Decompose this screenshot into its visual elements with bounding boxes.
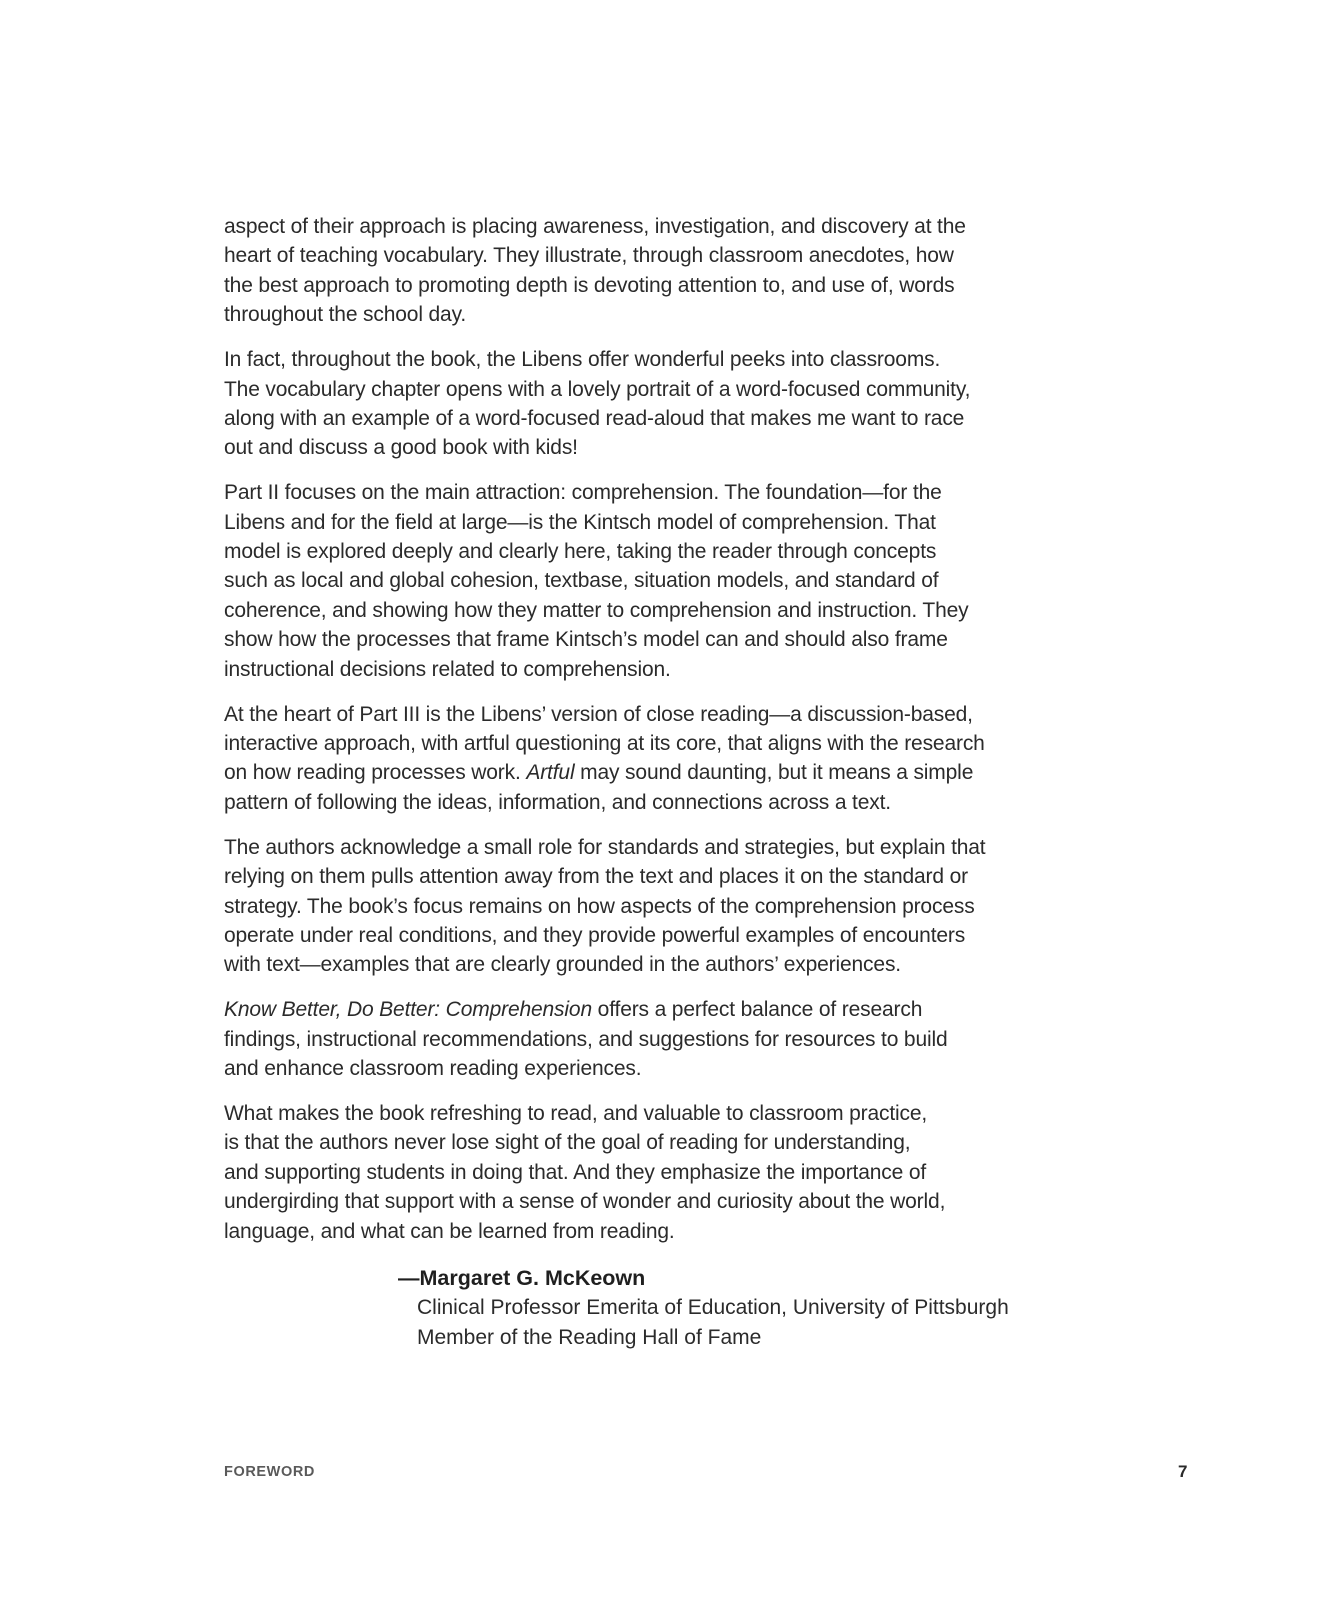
text-line: What makes the book refreshing to read, and valuable to classroom practice, bbox=[224, 1101, 928, 1125]
text-line: the best approach to promoting depth is devoting attention to, and use of, words bbox=[224, 273, 955, 297]
text-line bbox=[224, 758, 1104, 787]
text-line: Part II focuses on the main attraction: comprehension. The foundation—for the bbox=[224, 481, 942, 505]
paragraph-book-balance bbox=[224, 995, 1104, 1083]
text-line: show how the processes that frame Kintsch’s model can and should also frame bbox=[224, 628, 948, 652]
text-line: In fact, throughout the book, the Libens offer wonderful peeks into classrooms. bbox=[224, 348, 941, 372]
text-line: heart of teaching vocabulary. They illustrate, through classroom anecdotes, how bbox=[224, 244, 954, 268]
text-run: on how reading processes work. bbox=[224, 761, 527, 785]
paragraph-part-three bbox=[224, 700, 1104, 818]
signature-honor: Member of the Reading Hall of Fame bbox=[417, 1325, 762, 1349]
paragraph-classroom-peeks bbox=[224, 345, 1104, 463]
paragraph-closing bbox=[224, 1099, 1104, 1246]
paragraph-vocabulary-approach bbox=[224, 212, 1104, 330]
text-line: The vocabulary chapter opens with a lovely portrait of a word-focused community, bbox=[224, 377, 971, 401]
text-line: with text—examples that are clearly grounded in the authors’ experiences. bbox=[224, 953, 901, 977]
text-line: pattern of following the ideas, information, and connections across a text. bbox=[224, 790, 891, 814]
paragraph-standards-strategies bbox=[224, 833, 1104, 980]
text-line: undergirding that support with a sense of wonder and curiosity about the world, bbox=[224, 1190, 946, 1214]
signature-title: Clinical Professor Emerita of Education, University of Pittsburgh bbox=[417, 1296, 1009, 1319]
page-number: 7 bbox=[1178, 1462, 1188, 1481]
text-line: aspect of their approach is placing awareness, investigation, and discovery at the bbox=[224, 215, 966, 238]
text-run: may sound daunting, but it means a simple bbox=[574, 761, 974, 785]
signature-name: —Margaret G. McKeown bbox=[398, 1266, 646, 1290]
text-line: At the heart of Part III is the Libens’ version of close reading—a discussion-based, bbox=[224, 702, 973, 726]
text-line: out and discuss a good book with kids! bbox=[224, 436, 578, 460]
text-line: along with an example of a word-focused read-aloud that makes me want to race bbox=[224, 406, 965, 430]
text-line: interactive approach, with artful questioning at its core, that aligns with the research bbox=[224, 732, 985, 755]
paragraph-part-two bbox=[224, 478, 1104, 684]
text-line: and supporting students in doing that. And they emphasize the importance of bbox=[224, 1160, 927, 1184]
text-line: coherence, and showing how they matter to comprehension and instruction. They bbox=[224, 598, 969, 622]
text-line: is that the authors never lose sight of the goal of reading for understanding, bbox=[224, 1131, 911, 1155]
text-line: language, and what can be learned from reading. bbox=[224, 1219, 675, 1243]
text-run: offers a perfect balance of research bbox=[591, 998, 923, 1022]
foreword-body bbox=[224, 212, 1104, 1262]
text-line: and enhance classroom reading experiences. bbox=[224, 1057, 642, 1081]
text-line: Libens and for the field at large—is the Kintsch model of comprehension. That bbox=[224, 510, 936, 534]
running-footer-section: FOREWORD bbox=[224, 1464, 315, 1480]
text-line: strategy. The book’s focus remains on how aspects of the comprehension process bbox=[224, 894, 975, 918]
text-line bbox=[224, 995, 1104, 1024]
text-line: operate under real conditions, and they provide powerful examples of encounters bbox=[224, 923, 966, 947]
text-line: model is explored deeply and clearly here, taking the reader through concepts bbox=[224, 540, 937, 564]
text-line: findings, instructional recommendations, and suggestions for resources to build bbox=[224, 1027, 948, 1051]
text-line: The authors acknowledge a small role for standards and strategies, but explain that bbox=[224, 835, 986, 859]
book-title: Know Better, Do Better: Comprehension bbox=[224, 998, 592, 1022]
author-signature bbox=[398, 1263, 1009, 1352]
emphasis-artful: Artful bbox=[526, 761, 575, 785]
text-line: relying on them pulls attention away from the text and places it on the standard or bbox=[224, 865, 968, 889]
text-line: instructional decisions related to comprehension. bbox=[224, 657, 671, 681]
text-line: such as local and global cohesion, textbase, situation models, and standard of bbox=[224, 569, 939, 593]
text-line: throughout the school day. bbox=[224, 303, 467, 327]
